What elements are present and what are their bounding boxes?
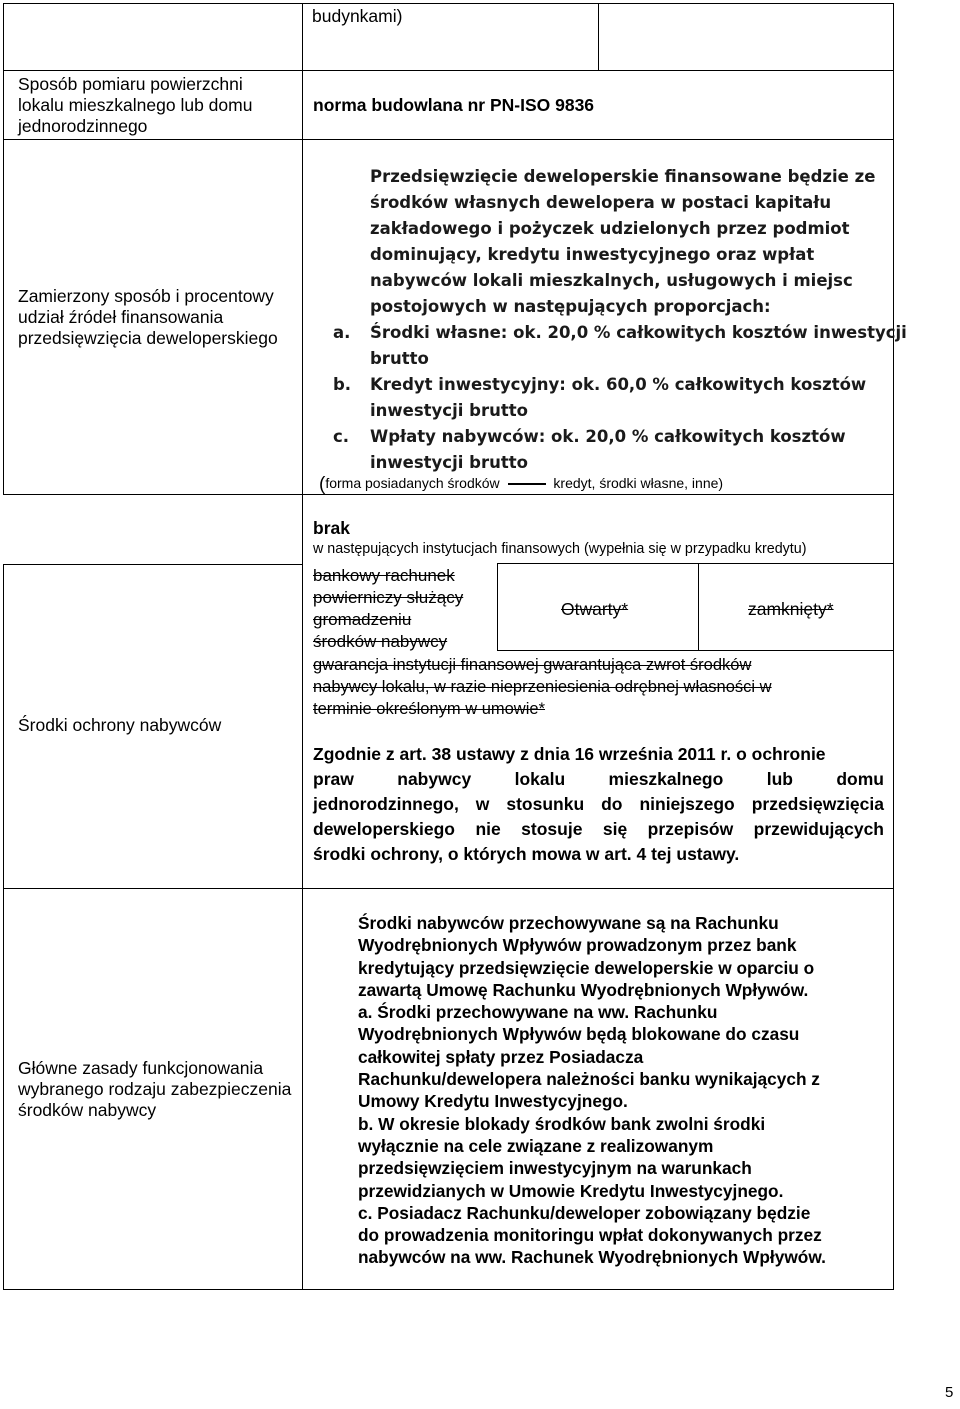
principles-line: Umowy Kredytu Inwestycyjnego. <box>358 1091 628 1112</box>
financing-form-note <box>319 474 723 496</box>
financing-label-cell <box>3 139 303 495</box>
account-line: gromadzeniu <box>313 610 412 629</box>
statement-word: domu <box>836 769 884 789</box>
institutions-note: w następujących instytucjach finansowych (wypełnia się w przypadku kredytu) <box>313 541 807 557</box>
financing-item <box>333 372 907 398</box>
financing-item-cont: brutto <box>370 349 429 368</box>
measure-label: Sposób pomiaru powierzchni lokalu mieszkalnego lub domu jednorodzinnego <box>18 73 253 136</box>
statement-word: środki ochrony, o których mowa w art. 4 tej ustawy. <box>313 844 740 864</box>
statement-word: jednorodzinnego, <box>313 794 459 814</box>
financing-intro-line: Przedsięwzięcie deweloperskie finansowane będzie ze <box>370 167 876 186</box>
statement-word: się <box>602 819 628 839</box>
page-number: 5 <box>945 1384 954 1401</box>
item-text: Kredyt inwestycyjny: ok. 60,0 % całkowitych kosztów <box>370 375 867 394</box>
principles-line: przedsięwzięciem inwestycyjnym na warunkach <box>358 1158 752 1179</box>
item-text: Środki własne: ok. 20,0 % całkowitych kosztów inwestycji <box>370 323 907 342</box>
statement-line <box>313 742 884 767</box>
guarantee-line: terminie określonym w umowie* <box>313 700 545 718</box>
protection-value-cell <box>302 494 894 889</box>
statement-word: niniejszego <box>639 794 735 814</box>
financing-item-cont: inwestycji brutto <box>370 401 528 420</box>
principles-line: nabywców na ww. Rachunek Wyodrębnionych Wpływów. <box>358 1247 826 1268</box>
account-subtable-divider <box>698 563 699 651</box>
em-dash-line <box>508 483 546 485</box>
statement-word: przedsięwzięcia <box>751 794 884 814</box>
statement-line <box>313 767 884 792</box>
principles-line: b. W okresie blokady środków bank zwolni środki <box>358 1113 766 1134</box>
statement-word: stosuje <box>521 819 583 839</box>
statement-word: lub <box>766 769 793 789</box>
protection-statement <box>313 742 884 867</box>
account-line: bankowy rachunek <box>313 566 455 585</box>
financing-intro-line: postojowych w następujących proporcjach: <box>370 297 771 316</box>
statement-word: mieszkalnego <box>608 769 724 789</box>
form-note-start: forma posiadanych środków <box>325 475 500 491</box>
principles-value-cell <box>302 888 894 1290</box>
principles-label-cell <box>3 888 303 1290</box>
item-text: Wpłaty nabywców: ok. 20,0 % całkowitych kosztów <box>370 427 846 446</box>
principles-line: Rachunku/dewelopera należności banku wynikających z <box>358 1069 820 1090</box>
account-line: środków nabywcy <box>313 632 448 651</box>
statement-word: nie <box>475 819 501 839</box>
principles-line: wyłącznie na cele związane z realizowanym <box>358 1135 714 1156</box>
account-subtable <box>497 563 894 651</box>
guarantee-text <box>313 654 772 720</box>
financing-list <box>333 320 907 476</box>
protection-label: Środki ochrony nabywców <box>18 715 222 735</box>
principles-line: całkowitej spłaty przez Posiadacza <box>358 1046 644 1067</box>
top-cell-text: budynkami) <box>312 6 403 26</box>
item-marker: b. <box>333 375 352 394</box>
measure-label-cell <box>3 70 303 140</box>
statement-word: Zgodnie z art. 38 ustawy z dnia 16 września 2011 r. o ochronie <box>313 744 826 764</box>
principles-label: Główne zasady funkcjonowania wybranego rodzaju zabezpieczenia środków nabywcy <box>18 1057 292 1120</box>
protection-brak: brak <box>313 518 350 538</box>
account-closed: zamknięty* <box>748 599 834 619</box>
financing-text <box>370 164 875 320</box>
statement-line <box>313 842 884 867</box>
statement-word: lokalu <box>514 769 566 789</box>
principles-line: Wyodrębnionych Wpływów będą blokowane do czasu <box>358 1024 800 1045</box>
item-marker: c. <box>333 427 350 446</box>
financing-intro-line: nabywców lokali mieszkalnych, usługowych i miejsc <box>370 271 853 290</box>
form-paren: ( <box>319 474 326 495</box>
principles-line: a. Środki przechowywane na ww. Rachunku <box>358 1002 718 1023</box>
statement-line <box>313 792 884 817</box>
account-line: powierniczy służący <box>313 588 464 607</box>
statement-word: nabywcy <box>397 769 472 789</box>
financing-intro-line: środków własnych dewelopera w postaci kapitału <box>370 193 832 212</box>
principles-line: c. Posiadacz Rachunku/deweloper zobowiązany będzie <box>358 1202 811 1223</box>
financing-item <box>333 424 907 450</box>
account-open: Otwarty* <box>561 599 629 619</box>
principles-line: Wyodrębnionych Wpływów prowadzonym przez bank <box>358 935 797 956</box>
financing-value-cell <box>302 139 907 495</box>
principles-line: zawartą Umowę Rachunku Wyodrębnionych Wpływów. <box>358 979 809 1000</box>
form-note-end: kredyt, środki własne, inne) <box>553 475 724 491</box>
statement-word: do <box>601 794 623 814</box>
statement-line <box>313 817 884 842</box>
principles-line: kredytujący przedsięwzięcie deweloperskie w oparciu o <box>358 957 815 978</box>
statement-word: deweloperskiego <box>313 819 455 839</box>
financing-item <box>333 320 907 346</box>
guarantee-line: gwarancja instytucji finansowej gwarantująca zwrot środków <box>313 656 752 674</box>
principles-text <box>358 912 826 1269</box>
item-marker: a. <box>333 323 351 342</box>
account-lines <box>313 565 463 653</box>
financing-intro-line: zakładowego i pożyczek udzielonych przez podmiot <box>370 219 850 238</box>
statement-word: przepisów <box>647 819 734 839</box>
table-row-top <box>3 3 303 71</box>
principles-line: do prowadzenia monitoringu wpłat dokonywanych przez <box>358 1225 822 1246</box>
principles-line: Środki nabywców przechowywane są na Rachunku <box>358 913 779 933</box>
statement-word: praw <box>313 769 354 789</box>
statement-word: przewidujących <box>753 819 884 839</box>
principles-line: przewidzianych w Umowie Kredytu Inwestycyjnego. <box>358 1180 784 1201</box>
table-cell-top-right <box>598 3 894 71</box>
guarantee-line: nabywcy lokalu, w razie nieprzeniesienia odrębnej własności w <box>313 678 772 696</box>
measure-value: norma budowlana nr PN-ISO 9836 <box>313 95 595 115</box>
measure-value-cell <box>302 70 894 140</box>
financing-intro-line: dominujący, kredytu inwestycyjnego oraz wpłat <box>370 245 815 264</box>
financing-label: Zamierzony sposób i procentowy udział źródeł finansowania przedsięwzięcia deweloperskiego <box>18 285 278 348</box>
statement-word: stosunku <box>506 794 585 814</box>
statement-word: w <box>475 794 490 814</box>
financing-item-cont: inwestycji brutto <box>370 453 528 472</box>
protection-label-cell <box>3 564 303 889</box>
